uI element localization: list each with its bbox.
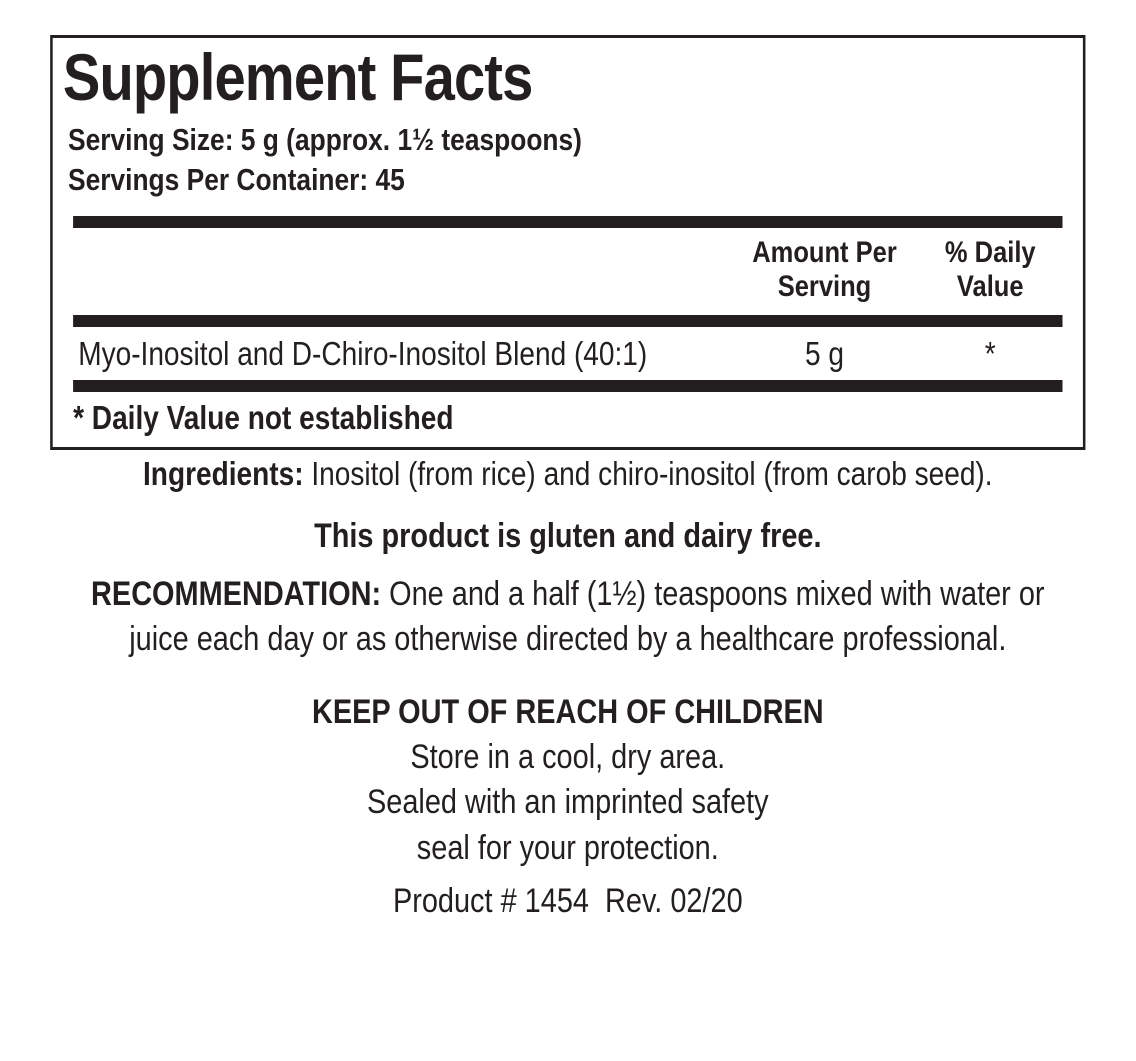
recommendation-label: RECOMMENDATION:: [91, 574, 382, 613]
ingredient-name: Myo-Inositol and D-Chiro-Inositol Blend (40:1): [78, 334, 648, 372]
panel-title: Supplement Facts: [62, 40, 533, 114]
storage-note: [50, 735, 1085, 871]
ingredients-text: Inositol (from rice) and chiro-inositol (from carob seed).: [303, 454, 993, 492]
divider-bar-header: [73, 315, 1062, 327]
ingredient-daily-value: *: [984, 334, 996, 372]
storage-note-line: Sealed with an imprinted safety: [366, 783, 769, 822]
ingredient-row: [73, 327, 1062, 381]
ingredients-label: Ingredients:: [143, 454, 304, 492]
recommendation-text: One and a half (1½) teaspoons mixed with water or juice each day or as otherwise directed by a healthcare professional.: [129, 574, 1045, 659]
storage-note-line: Store in a cool, dry area.: [410, 738, 726, 777]
ingredients-statement: [50, 453, 1085, 496]
warning-keep-out-of-reach: KEEP OUT OF REACH OF CHILDREN: [311, 693, 824, 732]
column-header-daily-value: % Daily Value: [944, 235, 1036, 304]
label-statements: [50, 453, 1085, 923]
daily-value-footnote: * Daily Value not established: [73, 399, 454, 437]
servings-per-container: Servings Per Container: 45: [68, 162, 405, 198]
serving-size: Serving Size: 5 g (approx. 1½ teaspoons): [68, 122, 582, 157]
ingredient-amount: 5 g: [805, 334, 844, 372]
storage-note-line: seal for your protection.: [416, 828, 719, 867]
column-header-amount: Amount Per Serving: [752, 235, 897, 304]
label-canvas: [0, 35, 1136, 923]
divider-bar-bottom: [73, 380, 1062, 392]
supplement-facts-panel: [50, 35, 1085, 450]
column-header-row: [73, 236, 1062, 305]
divider-bar-top: [73, 216, 1062, 228]
product-info: Product # 1454 Rev. 02/20: [392, 881, 743, 920]
allergen-statement: This product is gluten and dairy free.: [314, 516, 822, 555]
recommendation-statement: [64, 572, 1071, 662]
